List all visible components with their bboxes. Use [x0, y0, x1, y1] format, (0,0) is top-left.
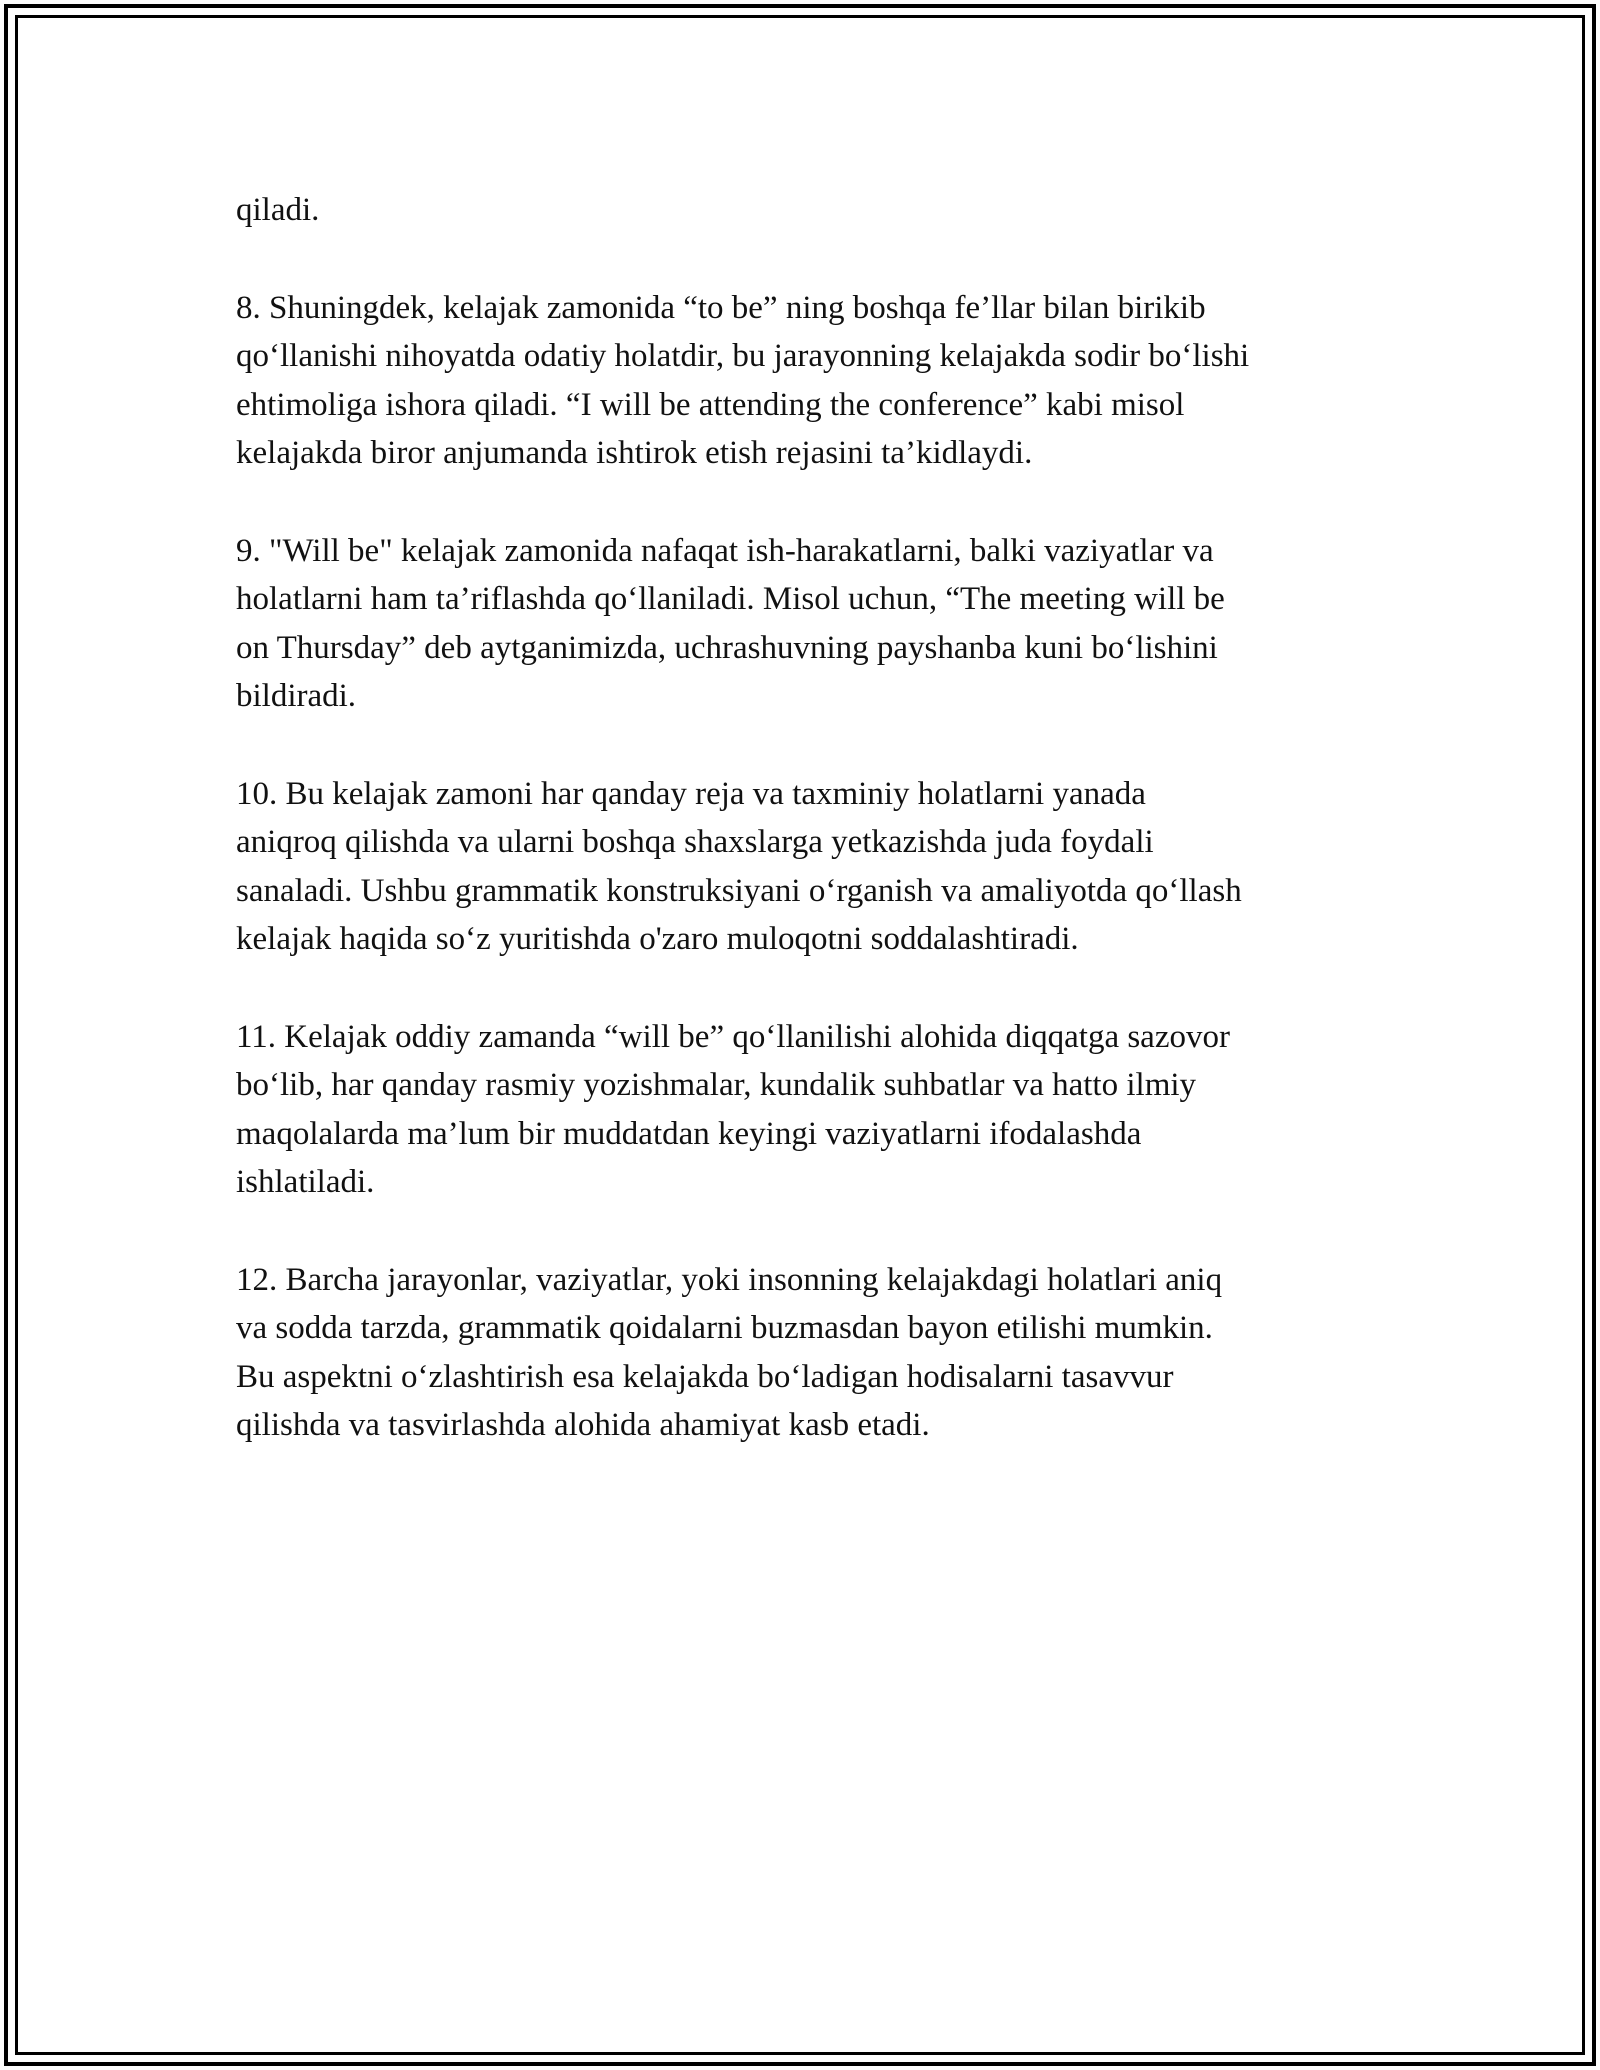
- paragraph-continuation: qiladi.: [236, 192, 320, 228]
- document-body: [236, 186, 1376, 1499]
- paragraph-9: 9. "Will be" kelajak zamonida nafaqat ish-harakatlarni, balki vaziyatlar va holatlarni ham ta’riflashda qo‘llaniladi. Misol uchun, “The meeting will be on Thursday” deb aytganimizda, uchrashuvning payshanba kuni bo‘lishini bildiradi.: [236, 532, 1225, 714]
- paragraph-12: 12. Barcha jarayonlar, vaziyatlar, yoki insonning kelajakdagi holatlari aniq va sodda tarzda, grammatik qoidalarni buzmasdan bayon etilishi mumkin. Bu aspektni o‘zlashtirish esa kelajakda bo‘ladigan hodisalarni tasavvur qilishda va tasvirlashda alohida ahamiyat kasb etadi.: [236, 1261, 1223, 1443]
- paragraph-10: 10. Bu kelajak zamoni har qanday reja va taxminiy holatlarni yanada aniqroq qilishda va ularni boshqa shaxslarga yetkazishda juda foydali sanaladi. Ushbu grammatik konstruksiyani o‘rganish va amaliyotda qo‘llash kelajak haqida so‘z yuritishda o'zaro muloqotni soddalashtiradi.: [236, 775, 1242, 957]
- paragraph-11: 11. Kelajak oddiy zamanda “will be” qo‘llanilishi alohida diqqatga sazovor bo‘lib, har qanday rasmiy yozishmalar, kundalik suhbatlar va hatto ilmiy maqolalarda ma’lum bir muddatdan keyingi vaziyatlarni ifodalashda ishlatiladi.: [236, 1018, 1230, 1200]
- paragraph-8: 8. Shuningdek, kelajak zamonida “to be” ning boshqa fe’llar bilan birikib qo‘llanishi nihoyatda odatiy holatdir, bu jarayonning kelajakda sodir bo‘lishi ehtimoliga ishora qiladi. “I will be attending the conference” kabi misol kelajakda biror anjumanda ishtirok etish rejasini ta’kidlaydi.: [236, 289, 1250, 471]
